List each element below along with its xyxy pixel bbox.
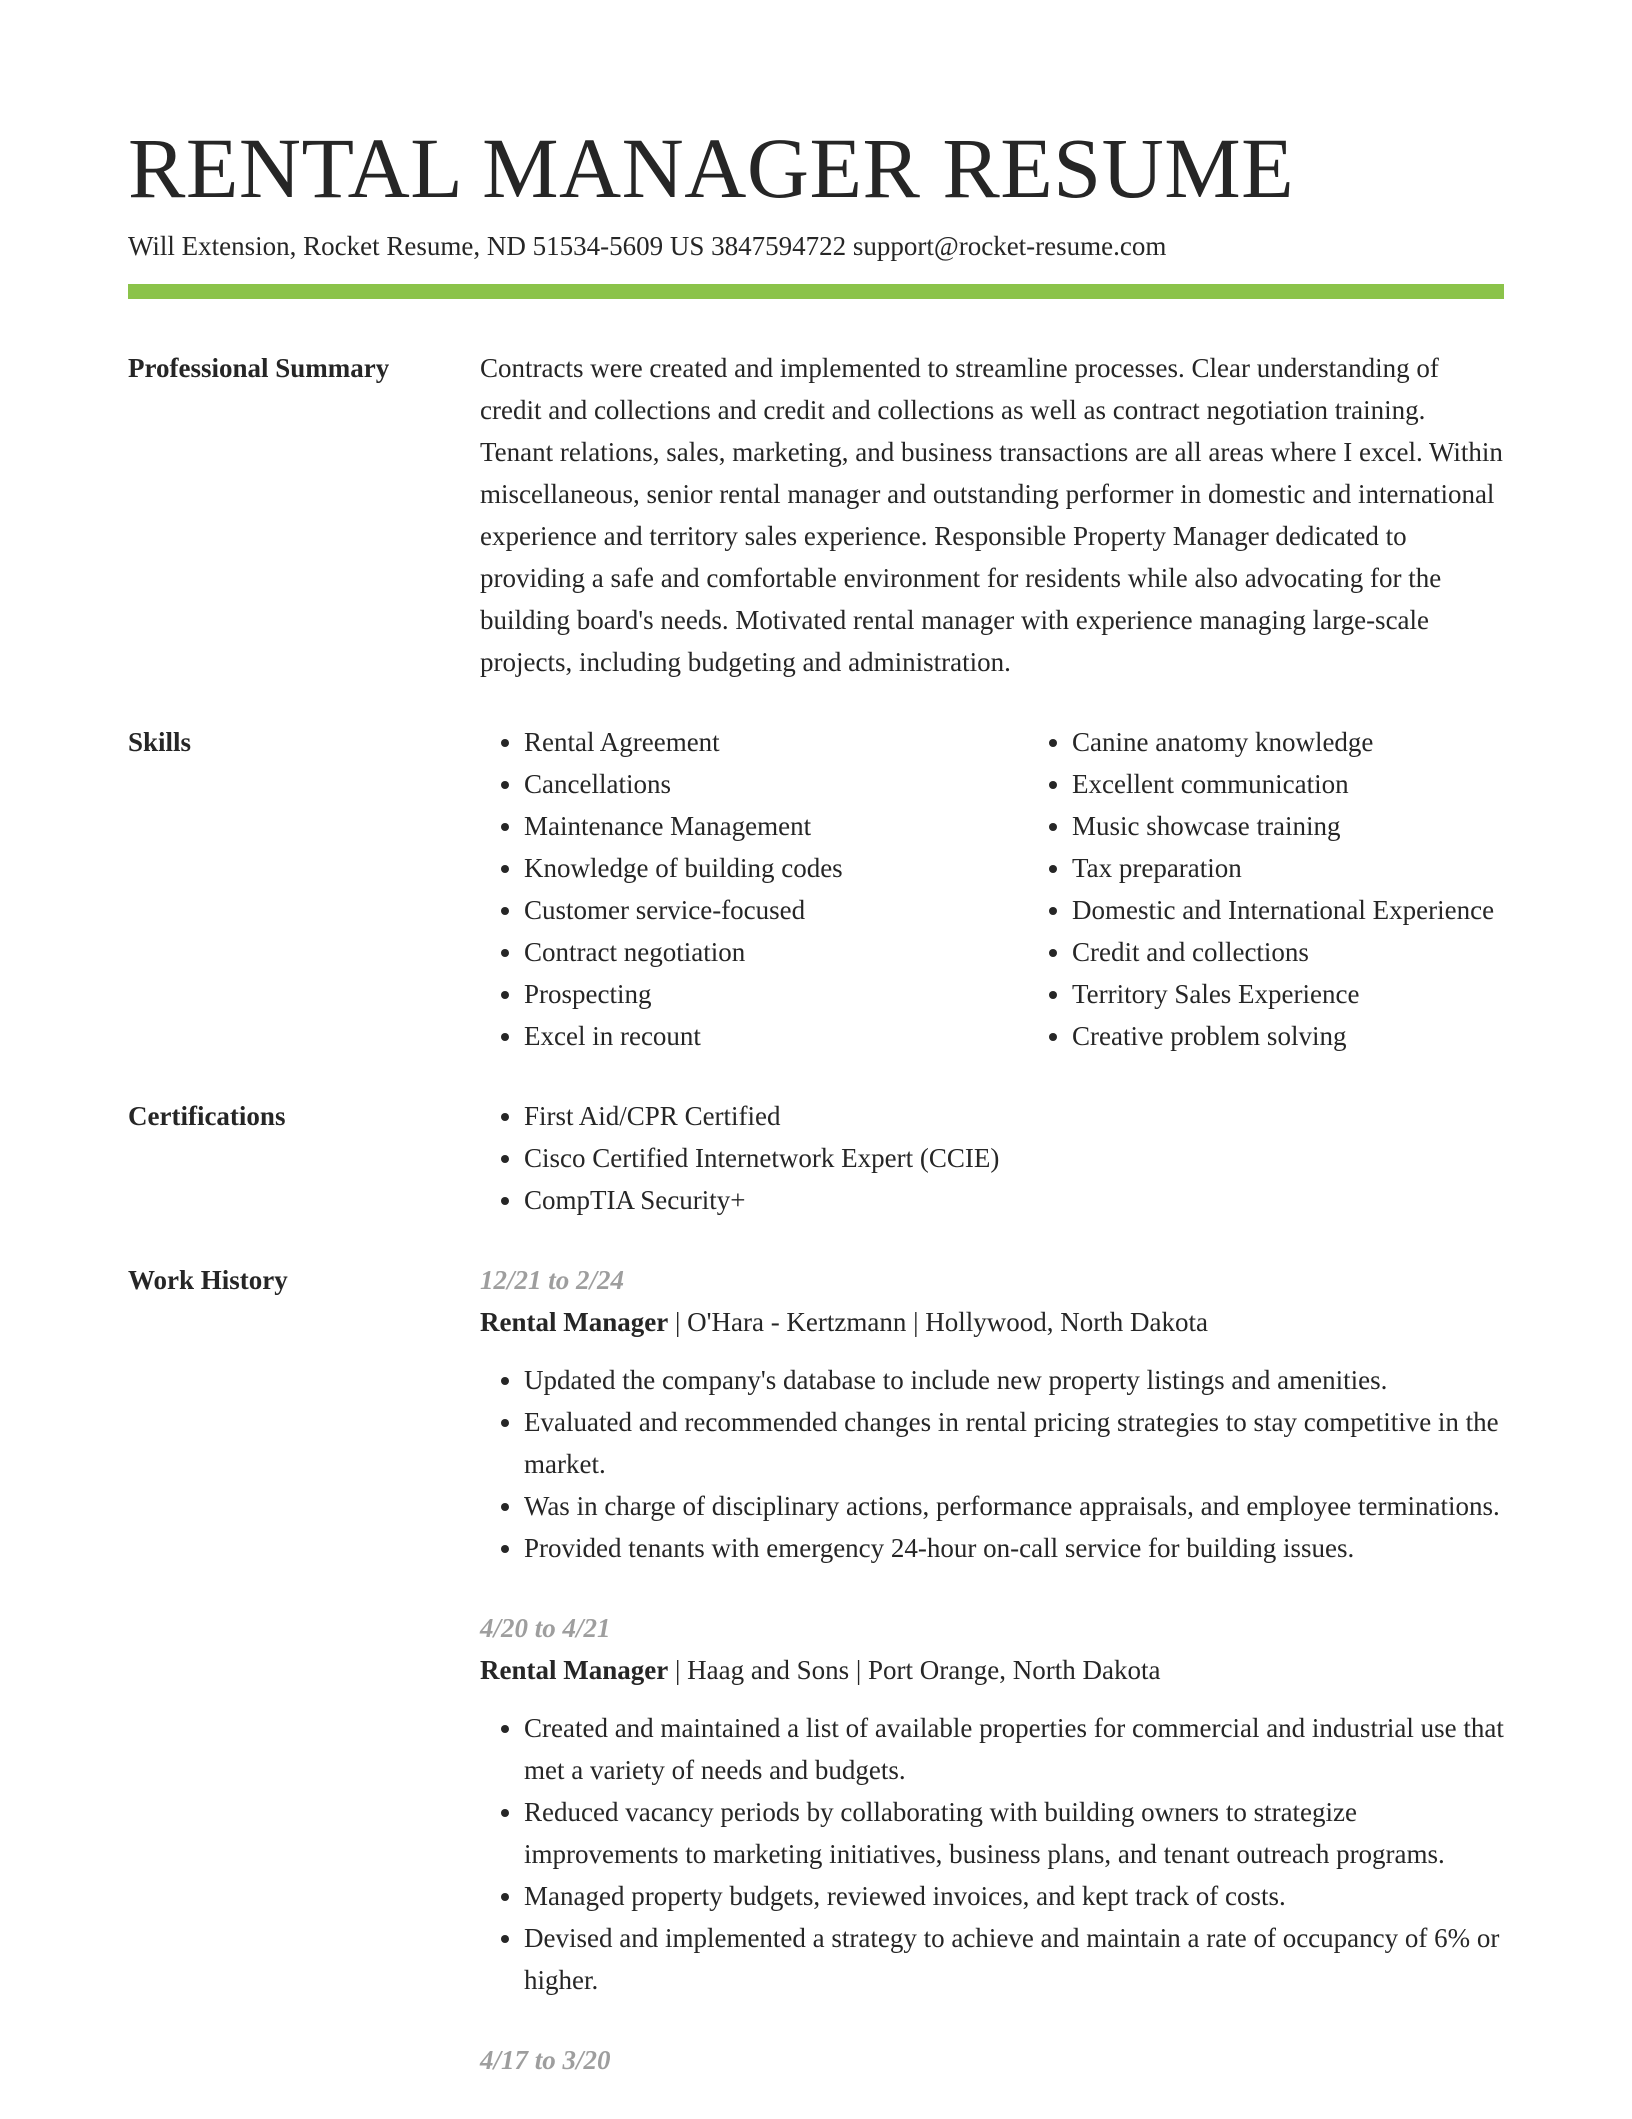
skill-item: • Maintenance Management (524, 805, 1028, 847)
job-bullet: • Reduced vacancy periods by collaborating with building owners to strategize improvements to marketing initiatives, business plans, and tenant outreach programs. (524, 1791, 1504, 1875)
work-history-section (128, 1259, 1504, 2119)
job-bullet: • Managed property budgets, reviewed invoices, and kept track of costs. (524, 1875, 1504, 1917)
job-details: | Haag and Sons | Port Orange, North Dakota (668, 1655, 1161, 1685)
skill-item: • Cancellations (524, 763, 1028, 805)
job-details: | O'Hara - Kertzmann | Hollywood, North Dakota (668, 1307, 1208, 1337)
skill-item: • Tax preparation (1072, 847, 1504, 889)
skill-item: • Knowledge of building codes (524, 847, 1028, 889)
job-bullet: • Devised and implemented a strategy to achieve and maintain a rate of occupancy of 6% or higher. (524, 1917, 1504, 2001)
job-heading (480, 1301, 1504, 1343)
summary-text: Contracts were created and implemented to streamline processes. Clear understanding of credit and collections and credit and collections as well as contract negotiation training. Tenant relations, sales, marketing, and business transactions are all areas where I excel. Within miscellaneous, senior rental manager and outstanding performer in domestic and international experience and territory sales experience. Responsible Property Manager dedicated to providing a safe and comfortable environment for residents while also advocating for the building board's needs. Motivated rental manager with experience managing large-scale projects, including budgeting and administration. (480, 353, 1503, 677)
job-bullets (480, 1359, 1504, 1569)
header-divider (128, 284, 1504, 299)
skills-section (128, 721, 1504, 1057)
job-title: Rental Manager (480, 1307, 669, 1337)
certifications-list (480, 1095, 1504, 1221)
job-dates: 4/17 to 3/20 (480, 2045, 611, 2075)
skill-item: • Canine anatomy knowledge (1072, 721, 1504, 763)
job-bullet: • Updated the company's database to include new property listings and amenities. (524, 1359, 1504, 1401)
skill-item: • Excellent communication (1072, 763, 1504, 805)
certification-item: • Cisco Certified Internetwork Expert (CCIE) (524, 1137, 1504, 1179)
section-label-certifications: Certifications (128, 1101, 286, 1131)
skill-item: • Domestic and International Experience (1072, 889, 1504, 931)
contact-line: Will Extension, Rocket Resume, ND 51534-5609 US 3847594722 support@rocket-resume.com (128, 231, 1167, 261)
skills-list-right (1028, 721, 1504, 1057)
skill-item: • Creative problem solving (1072, 1015, 1504, 1057)
job-bullet: • Evaluated and recommended changes in rental pricing strategies to stay competitive in the market. (524, 1401, 1504, 1485)
certification-item: • CompTIA Security+ (524, 1179, 1504, 1221)
job-entry (480, 1259, 1504, 1569)
job-title: Rental Manager (480, 1655, 669, 1685)
job-bullet: • Created and maintained a list of available properties for commercial and industrial use that met a variety of needs and budgets. (524, 1707, 1504, 1791)
skill-item: • Contract negotiation (524, 931, 1028, 973)
section-label-skills: Skills (128, 727, 192, 757)
summary-section (128, 347, 1504, 683)
skills-list-left (480, 721, 1028, 1057)
section-label-work-history: Work History (128, 1265, 288, 1295)
section-label-summary: Professional Summary (128, 353, 390, 383)
skill-item: • Rental Agreement (524, 721, 1028, 763)
certifications-section (128, 1095, 1504, 1221)
job-heading (480, 1649, 1504, 1691)
job-bullet: • Provided tenants with emergency 24-hour on-call service for building issues. (524, 1527, 1504, 1569)
certification-item: • First Aid/CPR Certified (524, 1095, 1504, 1137)
skill-item: • Excel in recount (524, 1015, 1028, 1057)
skill-item: • Territory Sales Experience (1072, 973, 1504, 1015)
job-dates: 4/20 to 4/21 (480, 1613, 611, 1643)
skill-item: • Credit and collections (1072, 931, 1504, 973)
skill-item: • Customer service-focused (524, 889, 1028, 931)
job-bullet: • Was in charge of disciplinary actions, performance appraisals, and employee terminations. (524, 1485, 1504, 1527)
skill-item: • Prospecting (524, 973, 1028, 1015)
job-bullets (480, 1707, 1504, 2001)
resume-title: RENTAL MANAGER RESUME (128, 120, 1295, 216)
job-entry (480, 1607, 1504, 2001)
job-entry (480, 2039, 1504, 2081)
job-dates: 12/21 to 2/24 (480, 1265, 625, 1295)
resume-page (128, 118, 1504, 2119)
skill-item: • Music showcase training (1072, 805, 1504, 847)
